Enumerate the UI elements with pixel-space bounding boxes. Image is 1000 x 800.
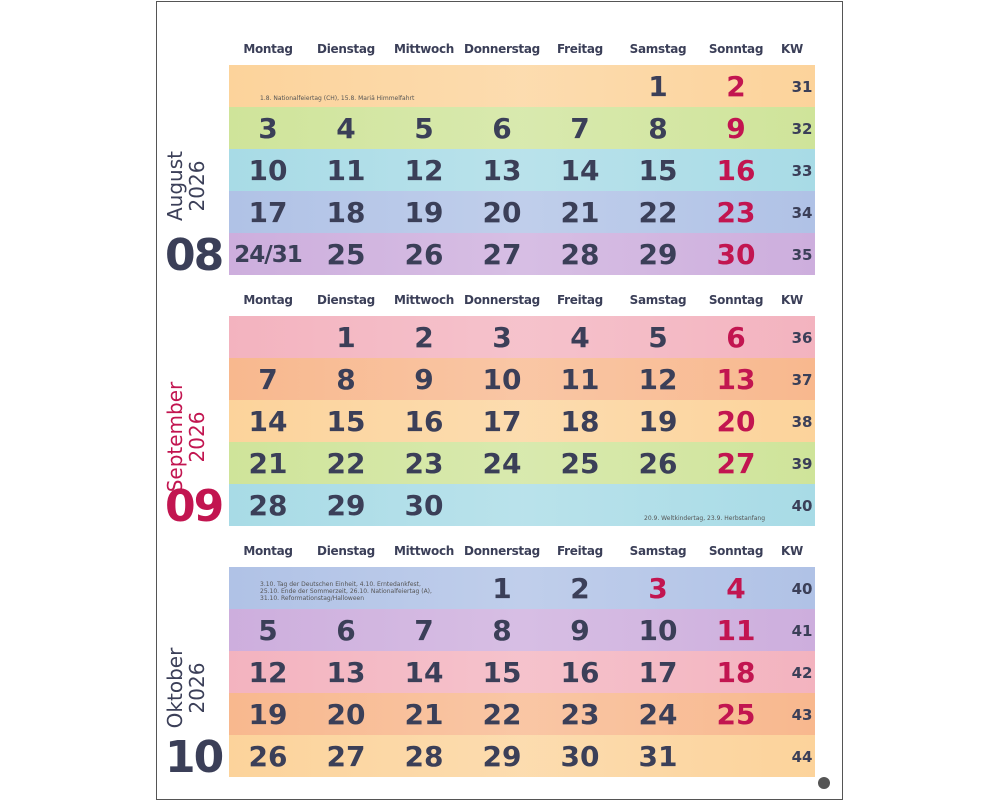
day-number: 24	[638, 698, 678, 731]
day-number: 14	[248, 405, 288, 438]
week-number: 31	[791, 78, 813, 96]
week-row	[229, 107, 815, 149]
day-number: 22	[326, 447, 366, 480]
weekday-label: Dienstag	[317, 42, 375, 56]
day-number: 30	[560, 740, 600, 773]
day-number: 26	[638, 447, 678, 480]
day-number: 30	[716, 238, 756, 271]
weekday-label: Dienstag	[317, 544, 375, 558]
calendar-page	[156, 1, 843, 800]
day-number: 17	[248, 196, 288, 229]
day-number: 20	[326, 698, 366, 731]
week-row	[229, 358, 815, 400]
day-number: 6	[726, 321, 746, 354]
kw-label: KW	[781, 544, 803, 558]
weekday-label: Montag	[243, 42, 293, 56]
day-number: 17	[482, 405, 522, 438]
day-number: 15	[326, 405, 366, 438]
month-year: 2026	[185, 662, 209, 714]
week-row	[229, 149, 815, 191]
day-number: 29	[638, 238, 678, 271]
holiday-note: 1.8. Nationalfeiertag (CH), 15.8. Mariä Himmelfahrt	[260, 95, 415, 102]
week-row	[229, 442, 815, 484]
day-number: 15	[638, 154, 678, 187]
weekday-label: Samstag	[629, 293, 687, 307]
day-number: 29	[326, 489, 366, 522]
week-number: 35	[791, 246, 813, 264]
week-row	[229, 400, 815, 442]
day-number: 7	[414, 614, 434, 647]
week-row	[229, 735, 815, 777]
week-number: 39	[791, 455, 813, 473]
week-number: 40	[791, 497, 813, 515]
day-number: 10	[248, 154, 288, 187]
month-name: September	[163, 381, 187, 493]
day-number: 21	[560, 196, 600, 229]
weekday-label: Montag	[243, 544, 293, 558]
week-number: 43	[791, 706, 813, 724]
day-number: 27	[716, 447, 756, 480]
week-number: 40	[791, 580, 813, 598]
weekday-label: Sonntag	[708, 544, 764, 558]
weekday-header	[157, 285, 842, 315]
month-name: Oktober	[163, 647, 187, 729]
weekday-label: Mittwoch	[393, 42, 455, 56]
day-number: 4	[336, 112, 356, 145]
day-number: 17	[638, 656, 678, 689]
day-number: 16	[404, 405, 444, 438]
day-number: 12	[638, 363, 678, 396]
weekday-header	[157, 536, 842, 566]
weekday-label: Donnerstag	[464, 42, 540, 56]
day-number: 13	[716, 363, 756, 396]
day-number: 8	[648, 112, 668, 145]
weekday-label: Mittwoch	[393, 544, 455, 558]
day-number: 23	[716, 196, 756, 229]
week-row	[229, 233, 815, 275]
weekday-label: Donnerstag	[464, 293, 540, 307]
week-number: 36	[791, 329, 813, 347]
month-september	[157, 285, 842, 530]
weekday-label: Freitag	[557, 544, 603, 558]
day-number: 29	[482, 740, 522, 773]
weekday-header	[157, 34, 842, 64]
day-number: 3	[648, 572, 668, 605]
week-number: 41	[791, 622, 813, 640]
weekday-label: Freitag	[557, 42, 603, 56]
week-number: 44	[791, 748, 813, 766]
kw-label: KW	[781, 42, 803, 56]
day-number: 8	[336, 363, 356, 396]
month-number: 09	[165, 481, 223, 532]
day-number: 26	[404, 238, 444, 271]
day-number: 25	[560, 447, 600, 480]
day-number: 31	[638, 740, 678, 773]
day-number: 12	[404, 154, 444, 187]
day-number: 22	[638, 196, 678, 229]
day-number: 20	[482, 196, 522, 229]
month-august	[157, 34, 842, 279]
day-number: 25	[716, 698, 756, 731]
day-number: 16	[560, 656, 600, 689]
day-number: 6	[336, 614, 356, 647]
month-number: 08	[165, 230, 223, 281]
day-number: 10	[638, 614, 678, 647]
day-number: 15	[482, 656, 522, 689]
day-number: 12	[248, 656, 288, 689]
day-number: 5	[258, 614, 278, 647]
week-row	[229, 693, 815, 735]
weekday-label: Samstag	[629, 42, 687, 56]
day-number: 19	[248, 698, 288, 731]
day-number: 27	[326, 740, 366, 773]
kw-label: KW	[781, 293, 803, 307]
week-number: 33	[791, 162, 813, 180]
week-number: 32	[791, 120, 813, 138]
publisher-logo-icon	[818, 777, 830, 789]
day-number: 9	[570, 614, 590, 647]
month-oktober	[157, 536, 842, 781]
month-name: August	[163, 151, 187, 221]
day-number: 4	[726, 572, 746, 605]
day-number: 22	[482, 698, 522, 731]
week-number: 34	[791, 204, 813, 222]
day-number: 23	[404, 447, 444, 480]
day-number: 24/31	[234, 242, 302, 268]
day-number: 16	[716, 154, 756, 187]
day-number: 25	[326, 238, 366, 271]
day-number: 11	[560, 363, 600, 396]
day-number: 28	[560, 238, 600, 271]
week-row	[229, 651, 815, 693]
week-number: 37	[791, 371, 813, 389]
day-number: 5	[414, 112, 434, 145]
day-number: 1	[492, 572, 512, 605]
day-number: 21	[248, 447, 288, 480]
day-number: 14	[560, 154, 600, 187]
weekday-label: Dienstag	[317, 293, 375, 307]
day-number: 24	[482, 447, 522, 480]
day-number: 23	[560, 698, 600, 731]
weekday-label: Sonntag	[708, 42, 764, 56]
month-side-label	[163, 355, 209, 495]
weekday-label: Freitag	[557, 293, 603, 307]
day-number: 13	[326, 656, 366, 689]
day-number: 1	[336, 321, 356, 354]
day-number: 2	[726, 70, 746, 103]
week-row	[229, 191, 815, 233]
month-year: 2026	[185, 160, 209, 212]
day-number: 3	[258, 112, 278, 145]
weekday-label: Montag	[243, 293, 293, 307]
holiday-note: 20.9. Weltkindertag, 23.9. Herbstanfang	[644, 515, 766, 522]
day-number: 9	[726, 112, 746, 145]
day-number: 6	[492, 112, 512, 145]
day-number: 18	[560, 405, 600, 438]
month-year: 2026	[185, 411, 209, 463]
day-number: 10	[482, 363, 522, 396]
day-number: 5	[648, 321, 668, 354]
day-number: 20	[716, 405, 756, 438]
day-number: 30	[404, 489, 444, 522]
weekday-label: Donnerstag	[464, 544, 540, 558]
day-number: 28	[404, 740, 444, 773]
month-side-label	[163, 104, 209, 244]
month-number: 10	[165, 732, 223, 783]
day-number: 21	[404, 698, 444, 731]
day-number: 18	[326, 196, 366, 229]
week-number: 42	[791, 664, 813, 682]
week-row	[229, 316, 815, 358]
day-number: 7	[570, 112, 590, 145]
day-number: 18	[716, 656, 756, 689]
holiday-note: 3.10. Tag der Deutschen Einheit, 4.10. Erntedankfest, 25.10. Ende der Sommerzeit, 26.10. Nationalfeiertag (A), 31.10. Reformationstag/Halloween	[260, 581, 432, 602]
day-number: 11	[716, 614, 756, 647]
weekday-label: Mittwoch	[393, 293, 455, 307]
day-number: 7	[258, 363, 278, 396]
day-number: 2	[414, 321, 434, 354]
week-number: 38	[791, 413, 813, 431]
day-number: 19	[404, 196, 444, 229]
day-number: 11	[326, 154, 366, 187]
day-number: 3	[492, 321, 512, 354]
day-number: 14	[404, 656, 444, 689]
day-number: 9	[414, 363, 434, 396]
weekday-label: Samstag	[629, 544, 687, 558]
day-number: 8	[492, 614, 512, 647]
day-number: 4	[570, 321, 590, 354]
day-number: 13	[482, 154, 522, 187]
day-number: 2	[570, 572, 590, 605]
day-number: 28	[248, 489, 288, 522]
day-number: 26	[248, 740, 288, 773]
weekday-label: Sonntag	[708, 293, 764, 307]
week-row	[229, 609, 815, 651]
month-side-label	[163, 606, 209, 746]
day-number: 1	[648, 70, 668, 103]
day-number: 19	[638, 405, 678, 438]
day-number: 27	[482, 238, 522, 271]
